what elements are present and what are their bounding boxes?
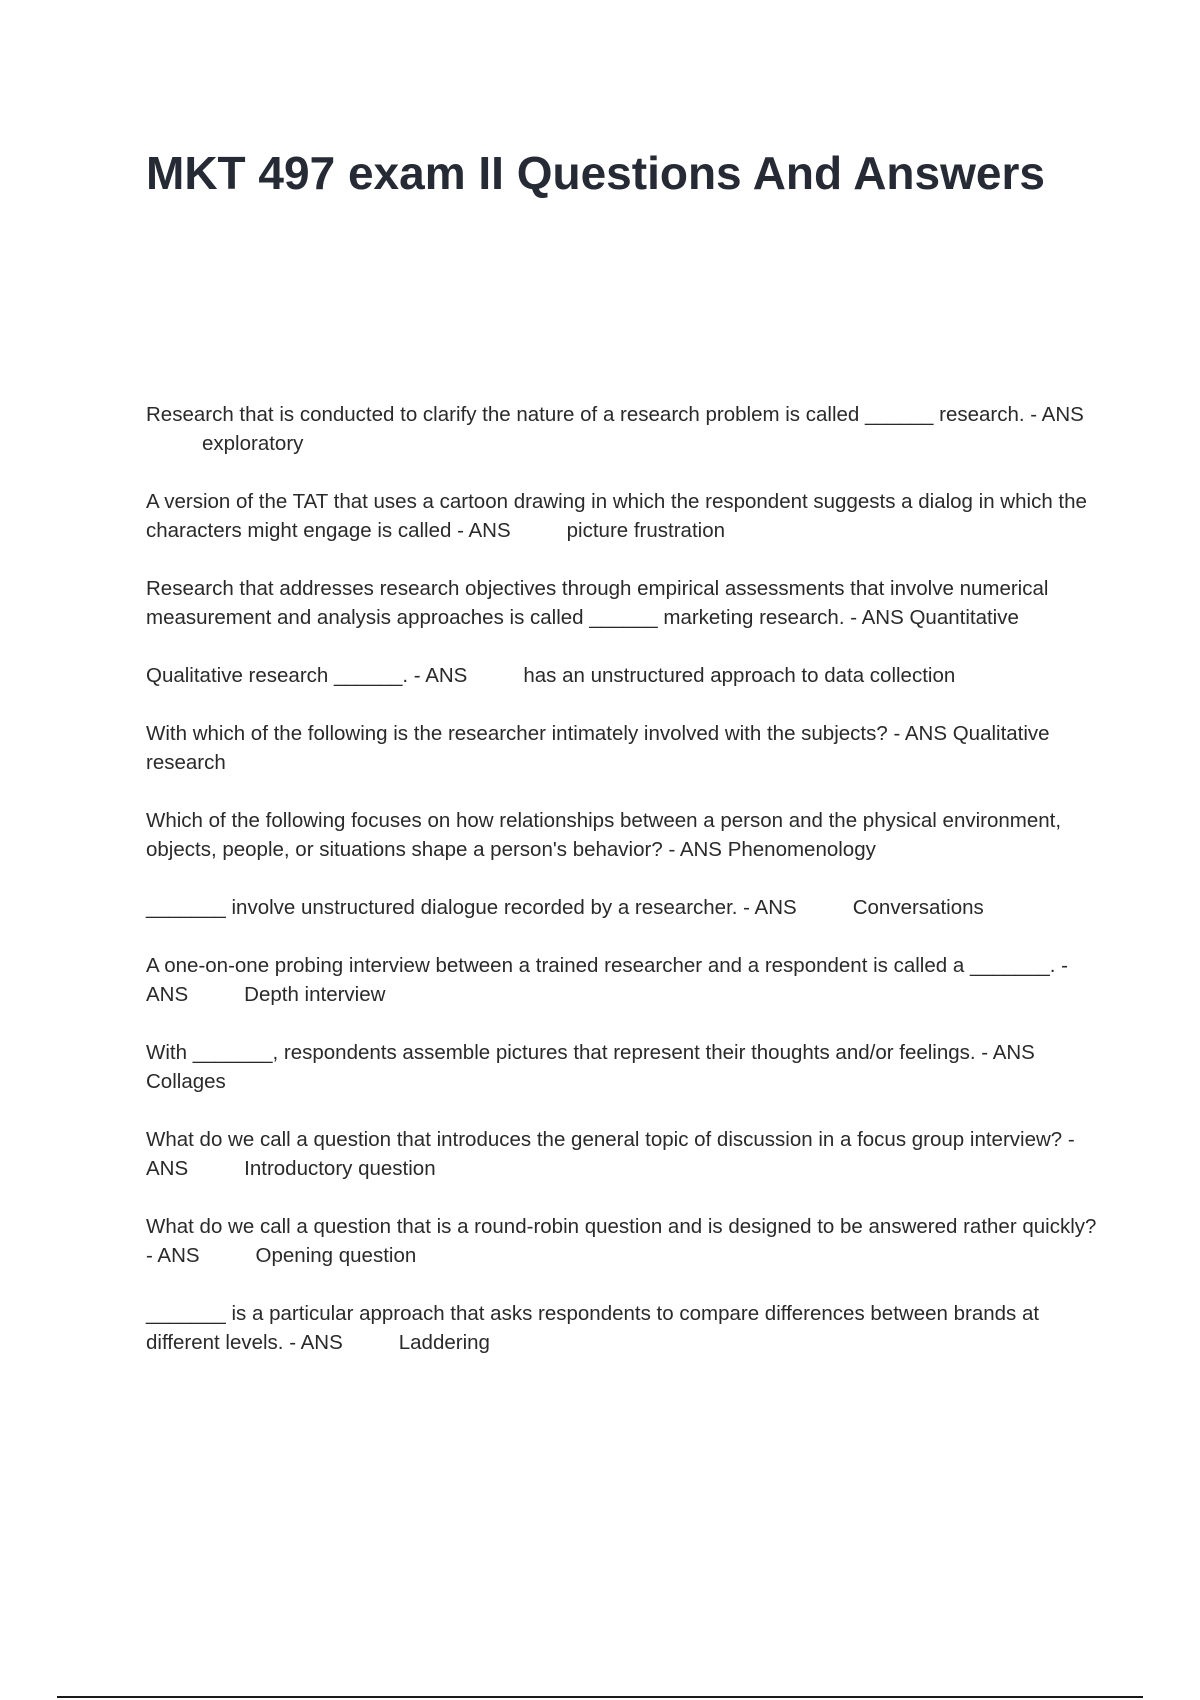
answer-text: Phenomenology	[727, 838, 876, 861]
question-text: Qualitative research ______. - ANS	[146, 664, 468, 687]
question-text: With which of the following is the researcher intimately involved with the subjects? - ANS	[146, 722, 948, 745]
qa-item	[146, 1038, 1101, 1096]
answer-text: exploratory	[202, 432, 304, 455]
qa-item	[146, 400, 1101, 458]
page-divider	[57, 1696, 1143, 1698]
question-text: _______ involve unstructured dialogue recorded by a researcher. - ANS	[146, 896, 797, 919]
qa-item	[146, 1299, 1101, 1357]
question-text: Research that addresses research objectives through empirical assessments that involve numerical measurement and analysis approaches is called ______ marketing research. - ANS	[146, 577, 1055, 629]
qa-item	[146, 1125, 1101, 1183]
qa-item	[146, 487, 1101, 545]
answer-text: Depth interview	[244, 983, 386, 1006]
page-title: MKT 497 exam II Questions And Answers	[146, 147, 1045, 199]
answer-text: Conversations	[852, 896, 984, 919]
question-text: _______ is a particular approach that asks respondents to compare differences between brands at different levels. - ANS	[146, 1302, 1045, 1354]
question-text: What do we call a question that introduces the general topic of discussion in a focus group interview? - ANS	[146, 1128, 1080, 1180]
answer-text: Qualitative research	[146, 722, 1056, 774]
qa-list	[146, 400, 1101, 1386]
answer-text: Opening question	[255, 1244, 417, 1267]
qa-item	[146, 574, 1101, 632]
qa-item	[146, 806, 1101, 864]
qa-item	[146, 661, 1101, 690]
question-text: Research that is conducted to clarify the nature of a research problem is called ______ research. - ANS	[146, 403, 1084, 426]
answer-text: has an unstructured approach to data collection	[523, 664, 956, 687]
answer-text: Laddering	[398, 1331, 490, 1354]
question-text: A version of the TAT that uses a cartoon drawing in which the respondent suggests a dialog in which the characters might engage is called - ANS	[146, 490, 1093, 542]
question-text: With _______, respondents assemble pictures that represent their thoughts and/or feelings. - ANS	[146, 1041, 1035, 1064]
question-text: What do we call a question that is a round-robin question and is designed to be answered rather quickly? - ANS	[146, 1215, 1103, 1267]
answer-text: picture frustration	[566, 519, 726, 542]
qa-item	[146, 1212, 1101, 1270]
qa-item	[146, 893, 1101, 922]
answer-text: Collages	[146, 1070, 226, 1093]
question-text: A one-on-one probing interview between a trained researcher and a respondent is called a _______. - ANS	[146, 954, 1073, 1006]
answer-text: Introductory question	[244, 1157, 436, 1180]
answer-text: Quantitative	[909, 606, 1019, 629]
question-text: Which of the following focuses on how relationships between a person and the physical environment, objects, people, or situations shape a person's behavior? - ANS	[146, 809, 1067, 861]
qa-item	[146, 719, 1101, 777]
qa-item	[146, 951, 1101, 1009]
